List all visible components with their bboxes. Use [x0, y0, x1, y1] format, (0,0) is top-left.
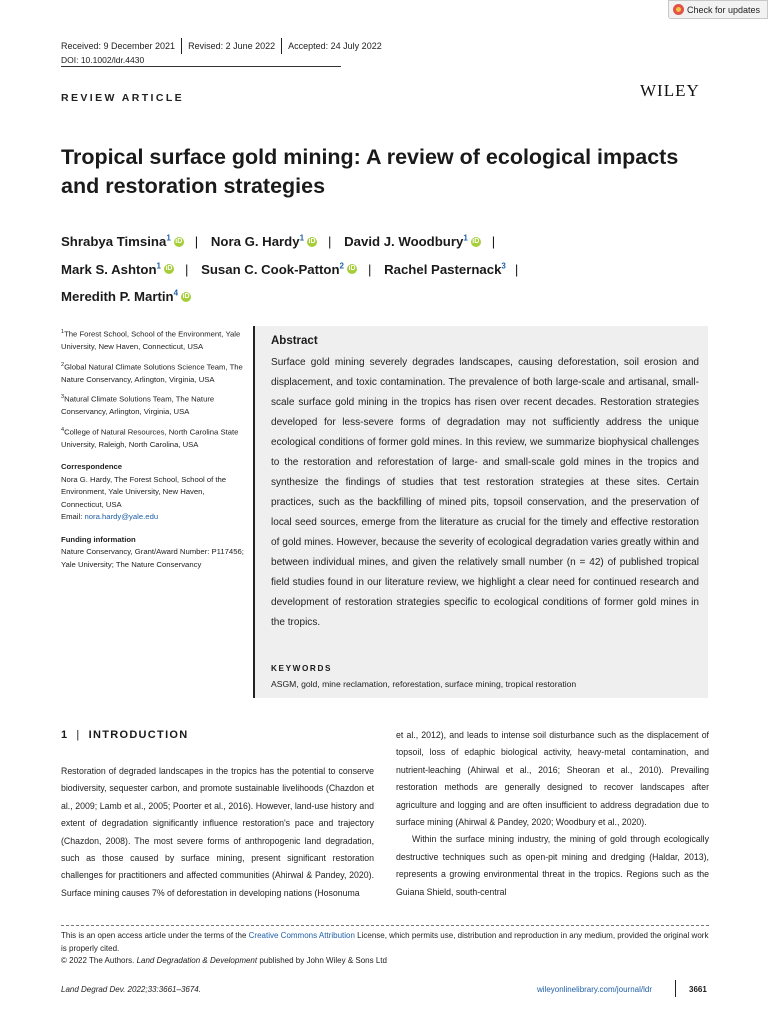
keywords-heading: KEYWORDS: [271, 664, 333, 673]
footnote-divider: [61, 925, 709, 926]
author[interactable]: Meredith P. Martin$^4$: [61, 288, 179, 305]
crossmark-icon: [673, 4, 684, 15]
journal-site-link[interactable]: wileyonlinelibrary.com/journal/ldr: [537, 985, 653, 994]
body-column-right: [396, 727, 709, 901]
article-type: REVIEW ARTICLE: [61, 92, 185, 104]
orcid-icon[interactable]: iD: [348, 265, 356, 273]
correspondence-text: Nora G. Hardy, The Forest School, School of the Environment, Yale University, New Haven, Connecticut, USA Email: nora.hardy@yale.edu: [61, 474, 227, 522]
author[interactable]: Shrabya Timsina$^1$: [61, 234, 171, 250]
creative-commons-link[interactable]: Creative Commons Attribution: [248, 931, 355, 940]
section-title: INTRODUCTION: [88, 729, 189, 741]
author[interactable]: Susan C. Cook-Patton$^2$: [201, 261, 344, 277]
accepted-date: Accepted: 24 July 2022: [288, 41, 382, 51]
affiliation: $^3$Natural Climate Solutions Team, The Nature Conservancy, Arlington, Virginia, USA: [61, 394, 215, 417]
affiliation: $^4$College of Natural Resources, North Carolina State University, Raleigh, North Carolina, USA: [61, 426, 239, 449]
email-link[interactable]: nora.hardy@yale.edu: [84, 512, 159, 522]
section-number: 1: [61, 729, 69, 741]
author[interactable]: David J. Woodbury$^1$: [344, 234, 468, 250]
revised-date: Revised: 2 June 2022: [188, 41, 276, 51]
abstract-text: Surface gold mining severely degrades landscapes, causing deforestation, soil erosion and displacement, and toxic contamination. The prevalence of both large-scale and artisanal, small-scale surface gold mining in the tropics has risen over recent decades. Restoration strategies developed for less-severe forms of degradation may not sufficiently address the unique ecological conditions of former gold mines. In this review, we summarize biophysical challenges to the restoration and reforestation of large- and small-scale gold mines in the tropics and synthesize the findings of studies that test restoration strategies at these sites. Certain practices, such as the backfilling of mined pits, topsoil conservation, and the preservation of local seed sources, emerge from the literature as crucial for the timely and effective restoration of gold mines. However, because the severity of ecological degradation varies greatly within and between individual mines, and given the relatively small number (n = 42) of published tropical field studies found in our literature review, we highlight a clear need for continued research and development of restoration strategies specific to ecological conditions of former gold mines in the tropics.: [271, 357, 699, 628]
paragraph: et al., 2012), and leads to intense soil disturbance such as the displacement of topsoil, loss of edaphic biological activity, heavy-metal contamination, and nutrient-leaching (Ahirwal et al., 2016; Sheoran et al., 2010). Prevailing restoration methods are generally designed to recover landscapes after agriculture and logging and are often insufficient to address degradation due to surface mining (Ahirwal & Pandey, 2020; Woodbury et al., 2020).: [396, 730, 709, 828]
publication-dates: [61, 38, 382, 54]
body-column-left: Restoration of degraded landscapes in the tropics has the potential to conserve biodiversity, sequester carbon, and promote sustainable livelihoods (Chazdon et al., 2009; Lamb et al., 2005; Poorter et al., 2016). However, land-use history and extent of degradation significantly influence restoration's pace and trajectory (Chazdon, 2008). The most severe forms of anthropogenic land degradation, such as those caused by surface mining, present significant restoration challenges for practitioners and affected communities (Ahirwal & Pandey, 2020). Surface mining causes 7% of deforestation in developing nations (Hosonuma: [61, 766, 374, 898]
keywords: ASGM, gold, mine reclamation, reforestation, surface mining, tropical restoration: [271, 679, 577, 689]
divider: [281, 38, 282, 54]
paragraph: Within the surface mining industry, the mining of gold through ecologically destructive techniques such as open-pit mining and dredging (Haldar, 2013), represents a growing environmental threat in the tropics. Regions such as the Guiana Shield, south-central: [396, 834, 709, 897]
header-rule: [61, 66, 341, 67]
funding-heading: Funding information: [61, 534, 136, 544]
orcid-icon[interactable]: iD: [165, 265, 173, 273]
author[interactable]: Mark S. Ashton$^1$: [61, 261, 161, 277]
journal-citation: Land Degrad Dev. 2022;33:3661–3674.: [61, 985, 201, 994]
doi: DOI: 10.1002/ldr.4430: [61, 55, 145, 65]
funding-text: Nature Conservancy, Grant/Award Number: P117456; Yale University; The Nature Conservancy: [61, 547, 244, 569]
author-list: Shrabya Timsina$^1$ iD | Nora G. Hardy$^1$ iD | David J. Woodbury$^1$ iD | Mark S. Ashton$^1$ iD | Susan C. Cook-Patton$^2$ iD | Rachel Pasternack$^3$ | Meredith P. Martin$^4$ iD: [61, 234, 519, 305]
author[interactable]: Nora G. Hardy$^1$: [210, 234, 305, 250]
orcid-icon[interactable]: iD: [182, 292, 190, 300]
author[interactable]: Rachel Pasternack$^3$: [384, 261, 506, 277]
orcid-icon[interactable]: iD: [175, 237, 183, 245]
affiliation: $^2$Global Natural Climate Solutions Science Team, The Nature Conservancy, Arlington, Virginia, USA: [61, 361, 243, 384]
paper-title: Tropical surface gold mining: A review of ecological impacts and restoration strategies: [61, 145, 679, 198]
section-heading: 1 | INTRODUCTION: [61, 729, 189, 741]
divider: [181, 38, 182, 54]
affiliations-column: [61, 326, 246, 576]
page-number: 3661: [689, 985, 707, 994]
license-footnote: This is an open access article under the terms of the Creative Commons Attribution License, which permits use, distribution and reproduction in any medium, provided the original work is properly cited. © 2022 The Authors. Land Degradation & Development published by John Wiley & Sons Ltd: [61, 931, 709, 965]
footer-divider: [675, 980, 676, 997]
check-for-updates-button[interactable]: [668, 0, 768, 19]
received-date: Received: 9 December 2021: [61, 41, 176, 51]
orcid-icon[interactable]: iD: [472, 237, 480, 245]
check-for-updates-label: Check for updates: [687, 5, 761, 15]
abstract-heading: Abstract: [271, 335, 318, 347]
correspondence-heading: Correspondence: [61, 462, 123, 472]
orcid-icon[interactable]: iD: [308, 237, 316, 245]
affiliation: $^1$The Forest School, School of the Environment, Yale University, New Haven, Connecticut, USA: [61, 329, 241, 352]
publisher-logo: WILEY: [640, 81, 700, 100]
